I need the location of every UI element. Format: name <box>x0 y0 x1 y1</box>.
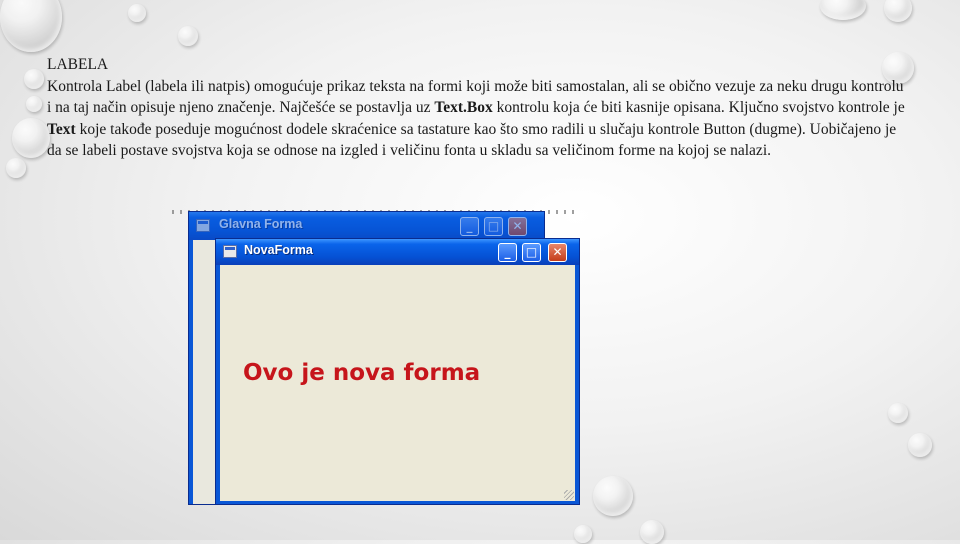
water-drop-decoration <box>640 520 664 544</box>
close-icon[interactable]: ✕ <box>508 217 527 236</box>
form-label: Ovo je nova forma <box>243 360 481 386</box>
slide-text <box>47 54 907 162</box>
minimize-icon[interactable]: _ <box>498 243 517 262</box>
water-drop-decoration <box>12 118 50 158</box>
paragraph-text: Kontrola Label (labela ili natpis) omogućuje prikaz teksta na formi koji može biti samostalan, ali se obično vezuje za neku drugu kontrolu i na taj način opisuje njeno značenje. Najčešće se postavlja uz <box>47 77 904 116</box>
main-window-titlebar[interactable] <box>189 212 544 240</box>
text-keyword: Text <box>47 120 76 138</box>
minimize-icon[interactable]: _ <box>460 217 479 236</box>
water-drop-decoration <box>888 403 908 423</box>
window-app-icon <box>196 219 210 232</box>
child-window-client <box>220 265 575 501</box>
child-window-titlebar[interactable] <box>216 239 579 265</box>
water-drop-decoration <box>0 0 62 52</box>
window-app-icon <box>223 245 237 258</box>
textbox-keyword: Text.Box <box>434 99 493 116</box>
water-drop-decoration <box>6 158 26 178</box>
child-window-title: NovaForma <box>244 243 313 257</box>
maximize-icon[interactable]: □ <box>522 243 541 262</box>
main-window-title: Glavna Forma <box>219 217 303 231</box>
water-drop-decoration <box>178 26 198 46</box>
slide-heading: LABELA <box>47 56 109 73</box>
water-drop-decoration <box>908 433 932 457</box>
paragraph-text: kontrolu koja će biti kasnije opisana. Ključno svojstvo kontrole je <box>492 99 905 116</box>
water-drop-decoration <box>128 4 146 22</box>
water-drop-decoration <box>593 476 633 516</box>
resize-grip-icon[interactable] <box>564 490 574 500</box>
water-drop-decoration <box>574 525 592 543</box>
windows-screenshot <box>188 211 580 505</box>
water-drop-decoration <box>26 96 42 112</box>
water-drop-decoration <box>24 69 44 89</box>
water-drop-decoration <box>884 0 912 22</box>
water-drop-decoration <box>820 0 866 20</box>
close-icon[interactable]: ✕ <box>548 243 567 262</box>
maximize-icon[interactable]: □ <box>484 217 503 236</box>
slide-paragraph <box>47 76 907 162</box>
paragraph-text: koje takođe poseduje mogućnost dodele skraćenice sa tastature kao što smo radili u slučaju kontrole Button (dugme). Uobičajeno je da se labeli postave svojstva koja se odnose na izgled i veličinu fonta u skladu sa veličinom forme na kojoj se nalazi. <box>47 120 897 159</box>
child-window <box>215 238 580 505</box>
